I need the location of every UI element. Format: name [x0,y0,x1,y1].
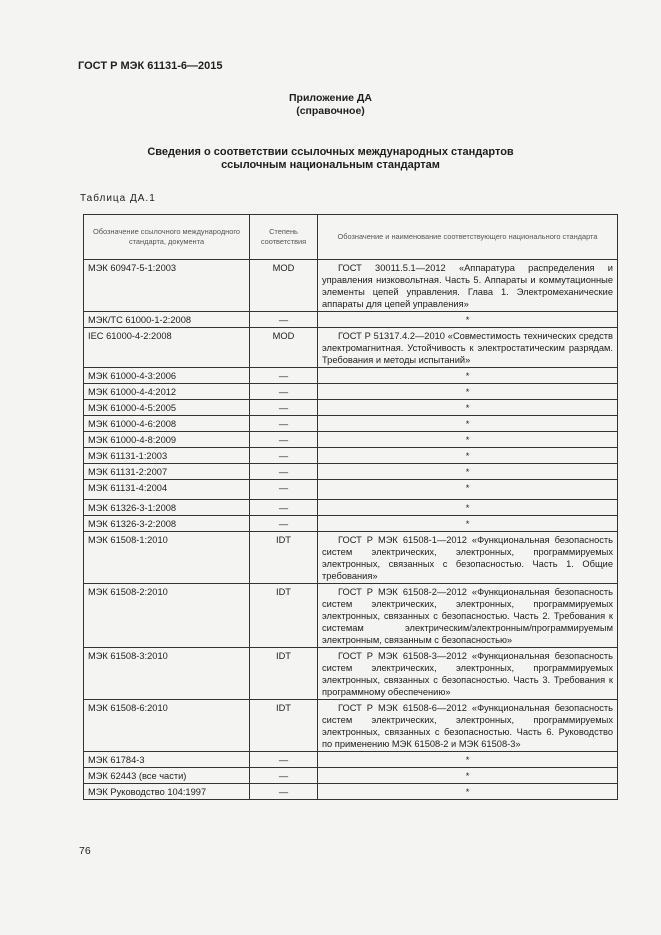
cell-degree: — [250,416,318,432]
cell-international-standard: МЭК 61508-1:2010 [84,532,250,584]
cell-degree: — [250,384,318,400]
cell-international-standard: МЭК Руководство 104:1997 [84,784,250,800]
cell-international-standard: МЭК 61326-3-1:2008 [84,500,250,516]
cell-national-standard: ГОСТ Р МЭК 61508-2—2012 «Функциональная безопасность систем электрических, электронных, программируемых электронных, связанных с безопасностью. Часть 2. Требования к системам электрическим/электронным/программируемым электронным, связанным с безопасностью» [318,584,618,648]
cell-international-standard: МЭК 61000-4-3:2006 [84,368,250,384]
table-row [84,432,618,448]
cell-degree: — [250,400,318,416]
cell-degree: MOD [250,260,318,312]
table-row [84,328,618,368]
cell-degree: MOD [250,328,318,368]
cell-international-standard: МЭК/ТС 61000-1-2:2008 [84,312,250,328]
annex-subtitle: (справочное) [296,105,365,117]
cell-international-standard: МЭК 61508-3:2010 [84,648,250,700]
cell-national-standard: * [318,768,618,784]
table-row [84,584,618,648]
cell-national-standard: * [318,480,618,500]
cell-international-standard: МЭК 62443 (все части) [84,768,250,784]
cell-national-standard: * [318,500,618,516]
table-body [84,260,618,800]
cell-international-standard: МЭК 60947-5-1:2003 [84,260,250,312]
table-row [84,532,618,584]
cell-degree: — [250,752,318,768]
table-row [84,312,618,328]
table-row [84,480,618,500]
cell-national-standard: * [318,416,618,432]
cell-international-standard: МЭК 61000-4-5:2005 [84,400,250,416]
table-row [84,516,618,532]
cell-degree: — [250,312,318,328]
cell-international-standard: МЭК 61326-3-2:2008 [84,516,250,532]
cell-degree: IDT [250,700,318,752]
annex-heading [0,92,661,118]
table-row [84,784,618,800]
cell-national-standard: ГОСТ Р 51317.4.2—2010 «Совместимость технических средств электромагнитная. Устойчивость к электростатическим разрядам. Требования и методы испытаний» [318,328,618,368]
cell-degree: — [250,516,318,532]
cell-degree: — [250,784,318,800]
cell-international-standard: МЭК 61131-4:2004 [84,480,250,500]
cell-national-standard: * [318,384,618,400]
section-title-line-1: Сведения о соответствии ссылочных международных стандартов [147,146,514,158]
cell-national-standard: * [318,312,618,328]
section-title-line-2: ссылочным национальным стандартам [221,159,440,171]
cell-degree: IDT [250,532,318,584]
cell-degree: — [250,500,318,516]
table-row [84,752,618,768]
header-degree: Степень соответствия [250,215,318,260]
table-row [84,768,618,784]
table-header-row [84,215,618,260]
cell-national-standard: * [318,464,618,480]
table-row [84,384,618,400]
cell-degree: — [250,368,318,384]
header-international-standard: Обозначение ссылочного международного стандарта, документа [84,215,250,260]
cell-national-standard: * [318,516,618,532]
annex-title: Приложение ДА [289,92,372,104]
table-row [84,416,618,432]
cell-international-standard: IEC 61000-4-2:2008 [84,328,250,368]
table-row [84,368,618,384]
cell-international-standard: МЭК 61508-2:2010 [84,584,250,648]
cell-degree: IDT [250,584,318,648]
cell-international-standard: МЭК 61000-4-8:2009 [84,432,250,448]
cell-international-standard: МЭК 61000-4-4:2012 [84,384,250,400]
cell-degree: IDT [250,648,318,700]
cell-degree: — [250,448,318,464]
cell-national-standard: * [318,432,618,448]
table-row [84,448,618,464]
table-row [84,648,618,700]
cell-international-standard: МЭК 61131-2:2007 [84,464,250,480]
cell-degree: — [250,480,318,500]
cell-degree: — [250,432,318,448]
cell-national-standard: * [318,448,618,464]
table-label: Таблица ДА.1 [80,193,156,204]
section-title [0,146,661,172]
cell-national-standard: ГОСТ Р МЭК 61508-6—2012 «Функциональная безопасность систем электрических, электронных, программируемых электронных, связанных с безопасностью. Часть 6. Руководство по применению МЭК 61508-2 и МЭК 61508-3» [318,700,618,752]
table-row [84,500,618,516]
cell-national-standard: * [318,400,618,416]
cell-international-standard: МЭК 61131-1:2003 [84,448,250,464]
page-header: ГОСТ Р МЭК 61131-6—2015 [78,60,223,72]
cell-national-standard: ГОСТ Р МЭК 61508-1—2012 «Функциональная безопасность систем электрических, электронных, программируемых электронных, связанных с безопасностью. Часть 1. Общие требования» [318,532,618,584]
cell-degree: — [250,768,318,784]
correspondence-table [83,214,618,800]
table-row [84,700,618,752]
table-row [84,464,618,480]
cell-national-standard: * [318,784,618,800]
cell-national-standard: ГОСТ Р МЭК 61508-3—2012 «Функциональная безопасность систем электрических, электронных, программируемых электронных, связанных с безопасностью. Часть 3. Требования к программному обеспечению» [318,648,618,700]
header-national-standard: Обозначение и наименование соответствующего национального стандарта [318,215,618,260]
table-row [84,260,618,312]
cell-international-standard: МЭК 61000-4-6:2008 [84,416,250,432]
page-number: 76 [79,845,91,857]
cell-degree: — [250,464,318,480]
cell-national-standard: ГОСТ 30011.5.1—2012 «Аппаратура распределения и управления низковольтная. Часть 5. Аппараты и коммутационные элементы цепей управления. Глава 1. Электромеханические аппараты для цепей управления» [318,260,618,312]
cell-international-standard: МЭК 61508-6:2010 [84,700,250,752]
cell-international-standard: МЭК 61784-3 [84,752,250,768]
cell-national-standard: * [318,368,618,384]
cell-national-standard: * [318,752,618,768]
table-row [84,400,618,416]
